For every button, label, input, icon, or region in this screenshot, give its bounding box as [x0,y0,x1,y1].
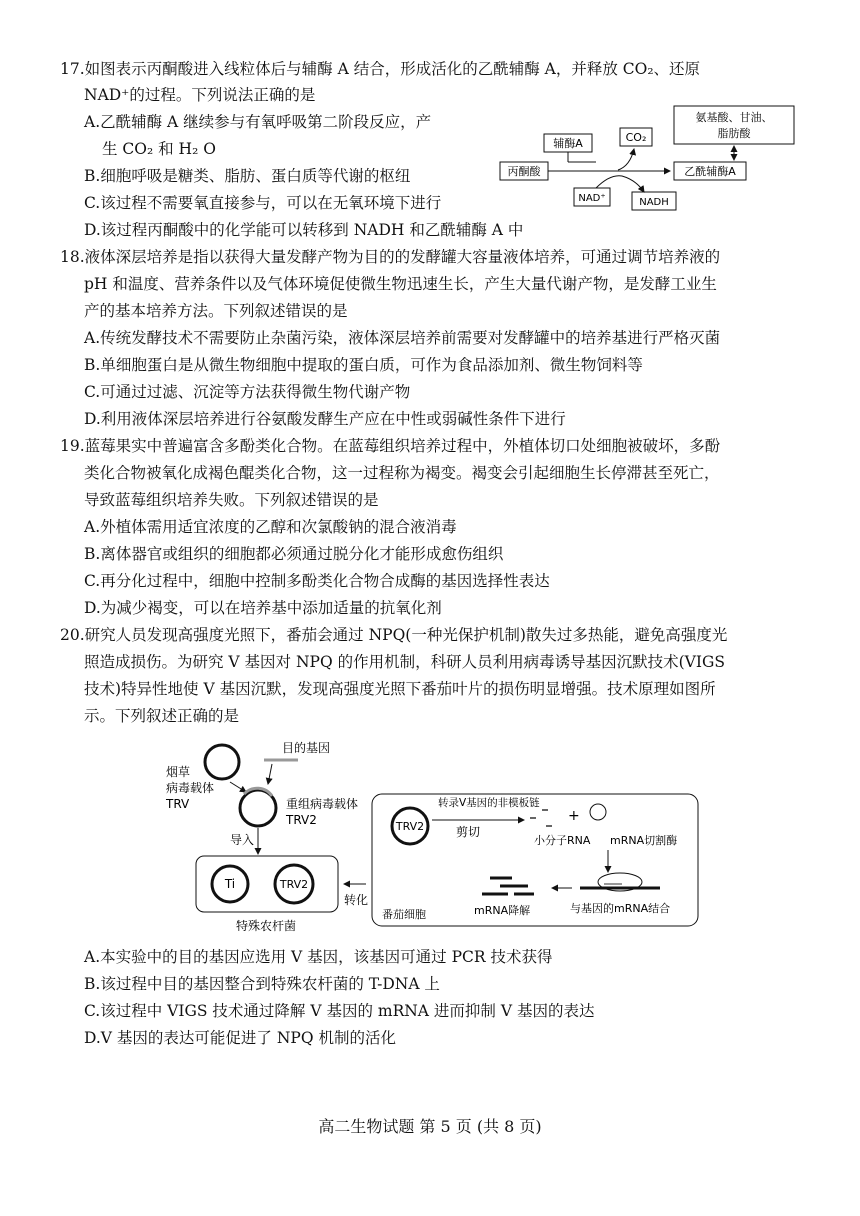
q17-option-a-cont: 生 CO₂ 和 H₂ O [102,140,216,158]
svg-text:丙酮酸: 丙酮酸 [507,165,541,178]
nad-box [574,188,610,206]
q20-stem-line1: 20.研究人员发现高强度光照下，番茄会通过 NPQ(一种光保护机制)散失过多热能，避免高强度光 [60,626,728,644]
amino-acid-box [674,106,794,144]
plus-sign: + [568,808,580,824]
q17-number: 17. [60,60,85,78]
svg-text:CO₂: CO₂ [625,131,647,144]
enzyme-label: mRNA切割酶 [610,834,678,847]
co2-box [620,128,652,146]
trv-plasmid-circle [205,745,239,779]
srna-label: 小分子RNA [534,834,591,847]
q20-option-b: B.该过程中目的基因整合到特殊农杆菌的 T-DNA 上 [84,975,440,993]
q17-stem-line1: 17.如图表示丙酮酸进入线粒体后与辅酶 A 结合，形成活化的乙酰辅酶 A，并释放 CO₂、还原 [60,60,701,78]
q18-number: 18. [60,248,85,266]
q18-stem-line1: 18.液体深层培养是指以获得大量发酵产物为目的的发酵罐大容量液体培养，可通过调节培养液的 [60,248,721,266]
q19-stem-line2: 类化合物被氧化成褐色醌类化合物，这一过程称为褐变。褐变会引起细胞生长停滞甚至死亡， [84,464,720,482]
q20-stem-line2: 照造成损伤。为研究 V 基因对 NPQ 的作用机制，科研人员利用病毒诱导基因沉默技术(VIGS [84,653,725,671]
q18-option-c: C.可通过过滤、沉淀等方法获得微生物代谢产物 [84,383,411,401]
q17-option-a: A.乙酰辅酶 A 继续参与有氧呼吸第二阶段反应，产 [84,113,432,131]
svg-text:乙酰辅酶A: 乙酰辅酶A [684,165,736,178]
agro-label: 特殊农杆菌 [235,919,297,933]
q18-option-a: A.传统发酵技术不需要防止杂菌污染，液体深层培养前需要对发酵罐中的培养基进行严格灭菌 [84,329,721,347]
q20-number: 20. [60,626,85,644]
q20-option-d: D.V 基因的表达可能促进了 NPQ 机制的活化 [84,1029,396,1047]
enzyme-circle [590,804,606,820]
q18-option-b: B.单细胞蛋白是从微生物细胞中提取的蛋白质，可作为食品添加剂、微生物饲料等 [84,356,643,374]
q18-stem-line2: pH 和温度、营养条件以及气体环境促使微生物迅速生长，产生大量代谢产物，是发酵工业生 [84,275,717,293]
q18-stem-line3: 产的基本培养方法。下列叙述错误的是 [84,302,348,320]
cut-label: 剪切 [456,825,481,839]
tobacco-label-2: 病毒载体 [166,781,215,795]
q19-stem-line1: 19.蓝莓果实中普遍富含多酚类化合物。在蓝莓组织培养过程中，外植体切口处细胞被破坏，多酚 [60,437,721,455]
antisense-label: 转录V基因的非模板链 [438,797,540,809]
q17-option-d: D.该过程丙酮酸中的化学能可以转移到 NADH 和乙酰辅酶 A 中 [84,221,524,239]
svg-text:NAD⁺: NAD⁺ [578,193,606,204]
q19-option-c: C.再分化过程中，细胞中控制多酚类化合物合成酶的基因选择性表达 [84,572,550,590]
q20-vigs-diagram [160,740,705,942]
svg-text:脂肪酸: 脂肪酸 [717,127,751,140]
transform-label: 转化 [344,893,369,907]
acetyl-coa-box [674,162,746,180]
tobacco-label-1: 烟草 [166,765,191,779]
q20-option-a: A.本实验中的目的基因应选用 V 基因，该基因可通过 PCR 技术获得 [84,948,553,966]
coa-box [544,134,592,152]
svg-text:NADH: NADH [639,197,669,208]
pyruvate-box [500,162,548,180]
target-gene-label: 目的基因 [282,741,331,755]
nadh-box [632,192,676,210]
tobacco-label-3: TRV [166,797,190,811]
cell-trv2-label: TRV2 [395,820,425,833]
degrade-label: mRNA降解 [474,904,531,917]
svg-text:氨基酸、甘油、: 氨基酸、甘油、 [695,111,773,124]
q17-pathway-diagram [498,104,798,220]
ti-label: Ti [224,877,236,891]
q17-stem-line2: NAD⁺的过程。下列说法正确的是 [84,86,316,104]
recombinant-label-2: TRV2 [286,813,317,827]
q20-stem-line3: 技术)特异性地使 V 基因沉默，发现高强度光照下番茄叶片的损伤明显增强。技术原理如图所 [84,680,716,698]
q17-option-b: B.细胞呼吸是糖类、脂肪、蛋白质等代谢的枢纽 [84,167,411,185]
recombinant-label-1: 重组病毒载体 [286,797,359,811]
trv2-label: TRV2 [279,878,309,891]
bind-label: 与基因的mRNA结合 [570,902,671,915]
q19-option-b: B.离体器官或组织的细胞都必须通过脱分化才能形成愈伤组织 [84,545,504,563]
q19-option-d: D.为减少褐变，可以在培养基中添加适量的抗氧化剂 [84,599,442,617]
import-label: 导入 [230,833,255,847]
q19-stem-line3: 导致蓝莓组织培养失败。下列叙述错误的是 [84,491,379,509]
q19-option-a: A.外植体需用适宜浓度的乙醇和次氯酸钠的混合液消毒 [84,518,457,536]
q19-number: 19. [60,437,85,455]
agrobacterium-box [196,856,338,912]
q20-option-c: C.该过程中 VIGS 技术通过降解 V 基因的 mRNA 进而抑制 V 基因的表达 [84,1002,595,1020]
q20-stem-line4: 示。下列叙述正确的是 [84,707,240,725]
tomato-label: 番茄细胞 [382,908,426,921]
q18-option-d: D.利用液体深层培养进行谷氨酸发酵生产应在中性或弱碱性条件下进行 [84,410,566,428]
page-footer: 高二生物试题 第 5 页 (共 8 页) [318,1117,542,1136]
svg-text:辅酶A: 辅酶A [553,137,583,150]
q17-option-c: C.该过程不需要氧直接参与，可以在无氧环境下进行 [84,194,442,212]
